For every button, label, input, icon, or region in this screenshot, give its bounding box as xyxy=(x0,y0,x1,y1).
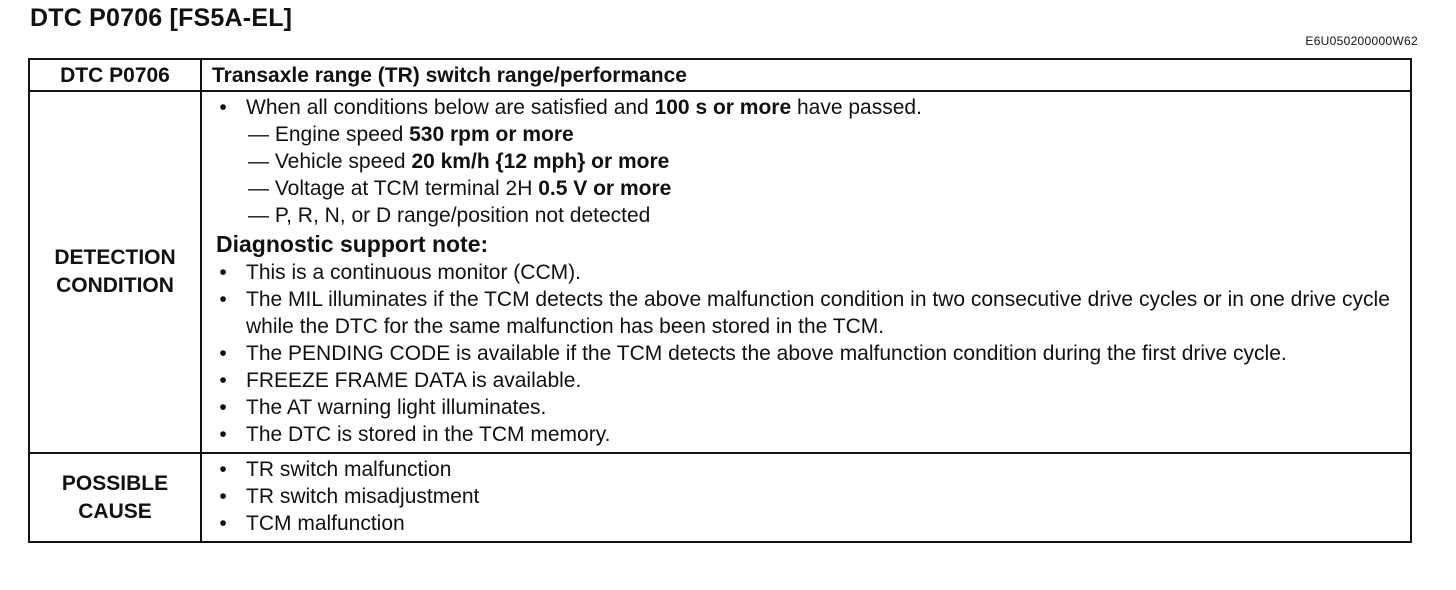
condition-item xyxy=(216,148,1400,175)
detection-label-line1: DETECTION xyxy=(54,246,176,269)
condition-text: — Vehicle speed xyxy=(248,150,412,173)
list-item xyxy=(216,394,1400,421)
cause-text: TCM malfunction xyxy=(246,512,405,535)
condition-text: — P, R, N, or D range/position not detected xyxy=(248,204,651,227)
list-item xyxy=(216,421,1400,448)
page-title: DTC P0706 [FS5A-EL] xyxy=(30,4,293,32)
dtc-code-cell: DTC P0706 xyxy=(29,59,201,91)
list-item xyxy=(216,367,1400,394)
condition-text: — Engine speed xyxy=(248,123,410,146)
bullet-glyph: • xyxy=(219,261,227,284)
detection-condition-label xyxy=(29,91,201,453)
bullet-glyph: • xyxy=(219,369,227,392)
list-item xyxy=(216,259,1400,286)
dtc-description-cell: Transaxle range (TR) switch range/performance xyxy=(201,59,1411,91)
table-header-row xyxy=(29,59,1411,91)
bullet-glyph: • xyxy=(219,458,227,481)
intro-text-bold: 100 s or more xyxy=(654,96,792,119)
bullet-glyph: • xyxy=(219,288,227,311)
bullet-glyph: • xyxy=(219,96,227,119)
detection-condition-content xyxy=(201,91,1411,453)
dtc-table xyxy=(28,58,1412,543)
detection-label-line2: CONDITION xyxy=(56,274,174,297)
document-code: E6U050200000W62 xyxy=(1305,34,1418,48)
cause-text: TR switch malfunction xyxy=(246,458,452,481)
possible-cause-content xyxy=(201,453,1411,542)
condition-value: 20 km/h {12 mph} or more xyxy=(411,150,670,173)
detection-condition-row xyxy=(29,91,1411,453)
list-item xyxy=(216,286,1400,340)
bullet-glyph: • xyxy=(219,396,227,419)
bullet-glyph: • xyxy=(219,485,227,508)
list-item xyxy=(216,483,1400,510)
condition-item xyxy=(216,175,1400,202)
intro-text-pre: When all conditions below are satisfied and xyxy=(246,96,655,119)
condition-text: — Voltage at TCM terminal 2H xyxy=(248,177,539,200)
condition-item xyxy=(216,202,1400,229)
list-item xyxy=(216,456,1400,483)
note-text: The MIL illuminates if the TCM detects the above malfunction condition in two consecutive drive cycles or in one drive cycle while the DTC for the same malfunction has been stored in the TCM. xyxy=(246,288,1390,338)
note-text: The PENDING CODE is available if the TCM detects the above malfunction condition during the first drive cycle. xyxy=(246,342,1287,365)
condition-value: 530 rpm or more xyxy=(409,123,574,146)
condition-value: 0.5 V or more xyxy=(538,177,672,200)
list-item xyxy=(216,94,1400,121)
cause-label-line2: CAUSE xyxy=(78,499,152,523)
note-text: The DTC is stored in the TCM memory. xyxy=(246,423,611,446)
list-item xyxy=(216,510,1400,537)
cause-text: TR switch misadjustment xyxy=(246,485,480,508)
diagnostic-note-heading: Diagnostic support note: xyxy=(216,231,489,257)
note-text: FREEZE FRAME DATA is available. xyxy=(246,369,582,392)
possible-cause-label xyxy=(29,453,201,542)
condition-item xyxy=(216,121,1400,148)
list-item xyxy=(216,340,1400,367)
cause-label-line1: POSSIBLE xyxy=(61,471,169,495)
possible-cause-row xyxy=(29,453,1411,542)
bullet-glyph: • xyxy=(219,512,227,535)
bullet-glyph: • xyxy=(219,423,227,446)
note-text: This is a continuous monitor (CCM). xyxy=(246,261,581,284)
bullet-glyph: • xyxy=(219,342,227,365)
note-text: The AT warning light illuminates. xyxy=(246,396,547,419)
intro-text-post: have passed. xyxy=(791,96,922,119)
